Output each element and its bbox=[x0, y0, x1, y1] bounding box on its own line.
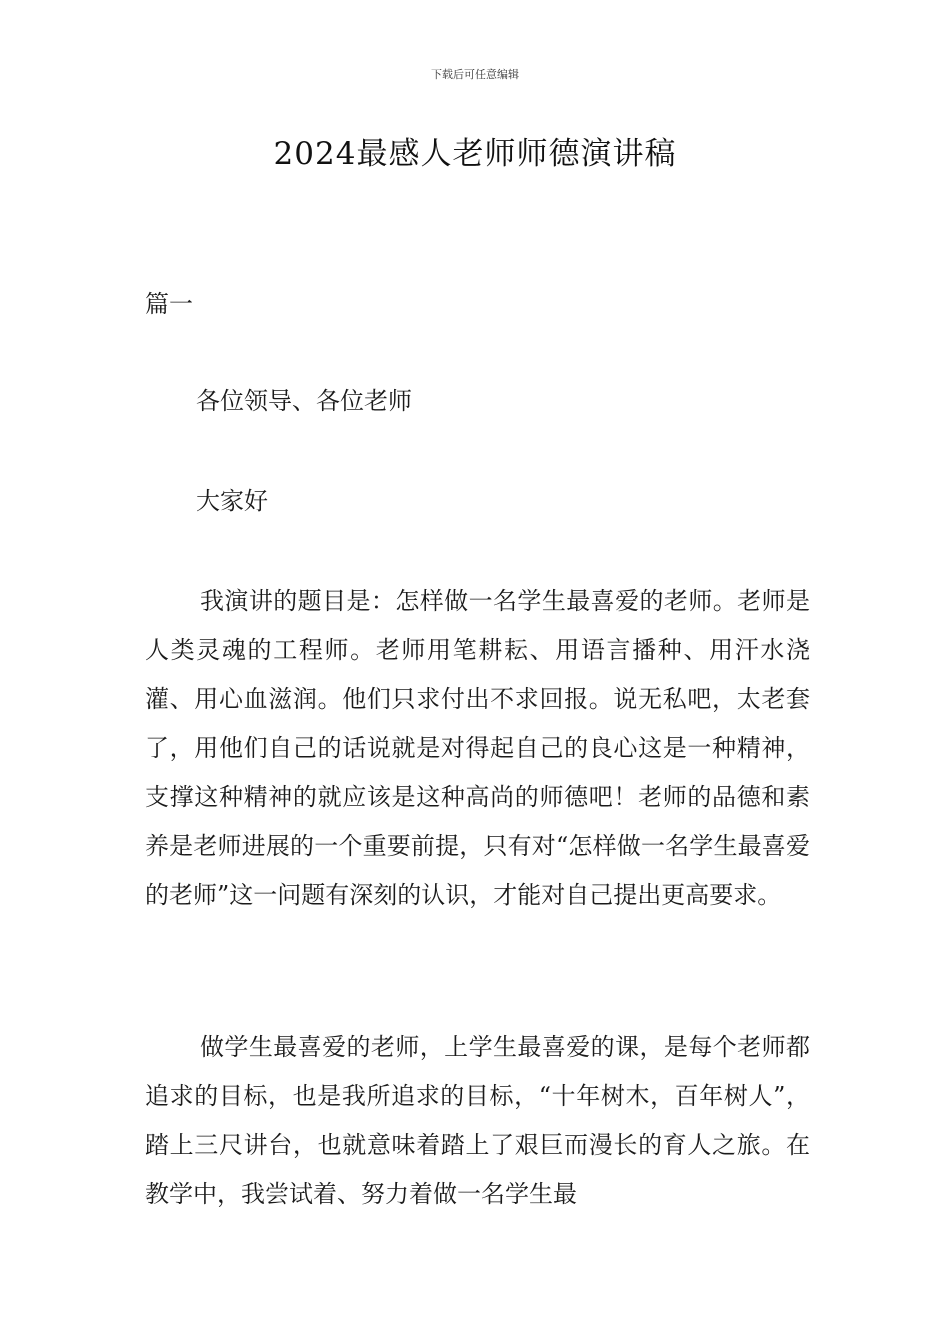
section-label: 篇一 bbox=[145, 290, 193, 318]
document-title: 2024最感人老师师德演讲稿 bbox=[273, 136, 677, 172]
header-note: 下载后可任意编辑 bbox=[431, 68, 519, 81]
paragraph: 做学生最喜爱的老师，上学生最喜爱的课，是每个老师都追求的目标，也是我所追求的目标，“十年树木，百年树人”，踏上三尺讲台，也就意味着踏上了艰巨而漫长的育人之旅。在教学中，我尝试着、努力着做一名学生最 bbox=[145, 1033, 810, 1208]
greeting: 大家好 bbox=[196, 487, 268, 515]
paragraph: 我演讲的题目是：怎样做一名学生最喜爱的老师。老师是人类灵魂的工程师。老师用笔耕耘、用语言播种、用汗水浇灌、用心血滋润。他们只求付出不求回报。说无私吧，太老套了，用他们自己的话说就是对得起自己的良心这是一种精神，支撑这种精神的就应该是这种高尚的师德吧！老师的品德和素养是老师进展的一个重要前提，只有对“怎样做一名学生最喜爱的老师”这一问题有深刻的认识，才能对自己提出更高要求。 bbox=[145, 587, 810, 909]
salutation: 各位领导、各位老师 bbox=[196, 387, 412, 415]
